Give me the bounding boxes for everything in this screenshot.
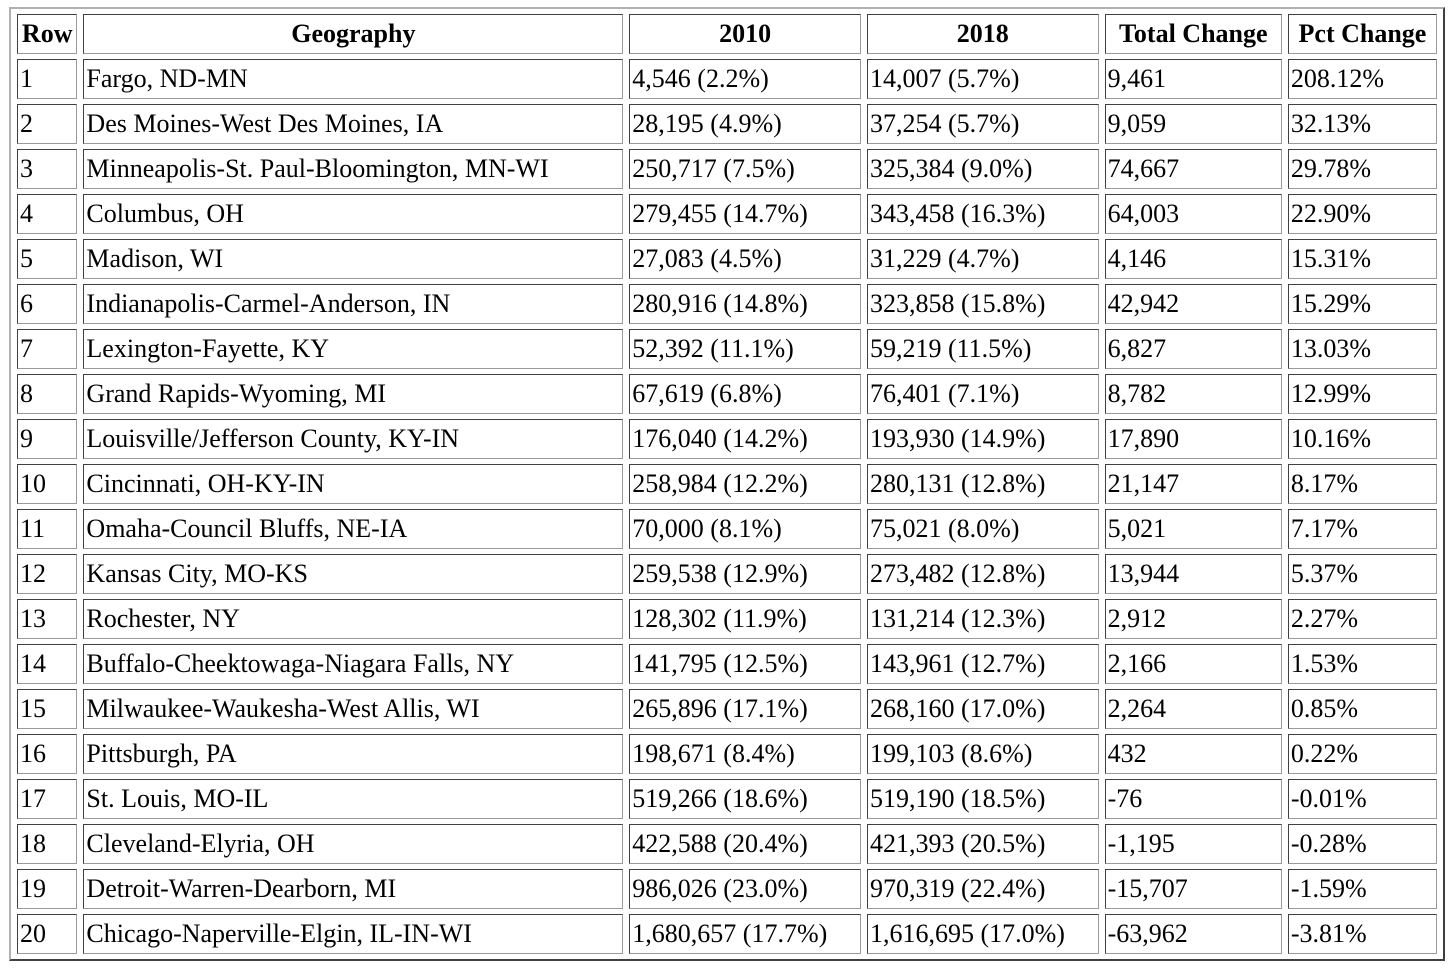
cell-2010: 28,195 (4.9%) [629, 104, 861, 144]
cell-2010: 67,619 (6.8%) [629, 374, 861, 414]
cell-pct-change: 15.31% [1288, 239, 1437, 279]
cell-row-number: 9 [17, 419, 77, 459]
cell-row-number: 11 [17, 509, 77, 549]
cell-geography: Fargo, ND-MN [83, 59, 623, 99]
table-row [17, 59, 1437, 99]
cell-2018: 268,160 (17.0%) [867, 689, 1099, 729]
cell-2018: 75,021 (8.0%) [867, 509, 1099, 549]
cell-pct-change: 32.13% [1288, 104, 1437, 144]
header-total-change: Total Change [1105, 14, 1282, 54]
cell-2010: 128,302 (11.9%) [629, 599, 861, 639]
cell-total-change: 42,942 [1105, 284, 1282, 324]
table-row [17, 734, 1437, 774]
cell-2018: 273,482 (12.8%) [867, 554, 1099, 594]
cell-2010: 280,916 (14.8%) [629, 284, 861, 324]
table-row [17, 419, 1437, 459]
cell-2018: 343,458 (16.3%) [867, 194, 1099, 234]
cell-2010: 265,896 (17.1%) [629, 689, 861, 729]
cell-pct-change: 10.16% [1288, 419, 1437, 459]
cell-2018: 970,319 (22.4%) [867, 869, 1099, 909]
cell-geography: Pittsburgh, PA [83, 734, 623, 774]
table-row [17, 689, 1437, 729]
cell-row-number: 17 [17, 779, 77, 819]
cell-pct-change: 0.85% [1288, 689, 1437, 729]
cell-row-number: 7 [17, 329, 77, 369]
cell-row-number: 1 [17, 59, 77, 99]
cell-pct-change: 0.22% [1288, 734, 1437, 774]
cell-pct-change: 2.27% [1288, 599, 1437, 639]
cell-2018: 421,393 (20.5%) [867, 824, 1099, 864]
header-row-number: Row [17, 14, 77, 54]
cell-row-number: 13 [17, 599, 77, 639]
cell-row-number: 4 [17, 194, 77, 234]
cell-total-change: 2,912 [1105, 599, 1282, 639]
cell-total-change: 74,667 [1105, 149, 1282, 189]
cell-pct-change: 8.17% [1288, 464, 1437, 504]
cell-pct-change: -1.59% [1288, 869, 1437, 909]
cell-2010: 279,455 (14.7%) [629, 194, 861, 234]
cell-total-change: 432 [1105, 734, 1282, 774]
cell-2018: 76,401 (7.1%) [867, 374, 1099, 414]
cell-total-change: -63,962 [1105, 914, 1282, 954]
cell-2010: 986,026 (23.0%) [629, 869, 861, 909]
cell-total-change: 9,461 [1105, 59, 1282, 99]
cell-total-change: 13,944 [1105, 554, 1282, 594]
cell-total-change: 21,147 [1105, 464, 1282, 504]
table-row [17, 239, 1437, 279]
cell-2010: 1,680,657 (17.7%) [629, 914, 861, 954]
cell-geography: Lexington-Fayette, KY [83, 329, 623, 369]
cell-pct-change: 15.29% [1288, 284, 1437, 324]
cell-total-change: 17,890 [1105, 419, 1282, 459]
cell-2010: 258,984 (12.2%) [629, 464, 861, 504]
cell-2018: 199,103 (8.6%) [867, 734, 1099, 774]
cell-geography: Columbus, OH [83, 194, 623, 234]
cell-2018: 37,254 (5.7%) [867, 104, 1099, 144]
cell-geography: Louisville/Jefferson County, KY-IN [83, 419, 623, 459]
table-row [17, 869, 1437, 909]
header-2010: 2010 [629, 14, 861, 54]
cell-total-change: 8,782 [1105, 374, 1282, 414]
cell-geography: Cleveland-Elyria, OH [83, 824, 623, 864]
cell-2018: 323,858 (15.8%) [867, 284, 1099, 324]
cell-row-number: 2 [17, 104, 77, 144]
cell-geography: Des Moines-West Des Moines, IA [83, 104, 623, 144]
cell-row-number: 15 [17, 689, 77, 729]
table-row [17, 464, 1437, 504]
table-row [17, 554, 1437, 594]
cell-2010: 52,392 (11.1%) [629, 329, 861, 369]
table-body [17, 59, 1437, 954]
cell-2010: 422,588 (20.4%) [629, 824, 861, 864]
table-row [17, 599, 1437, 639]
cell-2018: 1,616,695 (17.0%) [867, 914, 1099, 954]
cell-row-number: 3 [17, 149, 77, 189]
cell-2018: 325,384 (9.0%) [867, 149, 1099, 189]
table-row [17, 374, 1437, 414]
cell-row-number: 19 [17, 869, 77, 909]
cell-total-change: -76 [1105, 779, 1282, 819]
cell-total-change: 4,146 [1105, 239, 1282, 279]
cell-geography: Rochester, NY [83, 599, 623, 639]
cell-pct-change: 22.90% [1288, 194, 1437, 234]
cell-total-change: -15,707 [1105, 869, 1282, 909]
cell-total-change: 64,003 [1105, 194, 1282, 234]
cell-total-change: 2,264 [1105, 689, 1282, 729]
cell-2010: 27,083 (4.5%) [629, 239, 861, 279]
cell-geography: Buffalo-Cheektowaga-Niagara Falls, NY [83, 644, 623, 684]
cell-row-number: 8 [17, 374, 77, 414]
cell-geography: Madison, WI [83, 239, 623, 279]
cell-geography: Detroit-Warren-Dearborn, MI [83, 869, 623, 909]
cell-pct-change: 7.17% [1288, 509, 1437, 549]
cell-2010: 250,717 (7.5%) [629, 149, 861, 189]
cell-2018: 59,219 (11.5%) [867, 329, 1099, 369]
cell-geography: Chicago-Naperville-Elgin, IL-IN-WI [83, 914, 623, 954]
header-row [17, 14, 1437, 54]
cell-pct-change: 29.78% [1288, 149, 1437, 189]
cell-pct-change: 208.12% [1288, 59, 1437, 99]
table-row [17, 149, 1437, 189]
table-row [17, 104, 1437, 144]
cell-2010: 141,795 (12.5%) [629, 644, 861, 684]
table-row [17, 284, 1437, 324]
cell-2010: 176,040 (14.2%) [629, 419, 861, 459]
cell-total-change: 9,059 [1105, 104, 1282, 144]
cell-row-number: 14 [17, 644, 77, 684]
cell-2010: 70,000 (8.1%) [629, 509, 861, 549]
cell-pct-change: -0.01% [1288, 779, 1437, 819]
cell-2010: 259,538 (12.9%) [629, 554, 861, 594]
cell-pct-change: 12.99% [1288, 374, 1437, 414]
cell-geography: Kansas City, MO-KS [83, 554, 623, 594]
cell-row-number: 6 [17, 284, 77, 324]
table-row [17, 194, 1437, 234]
cell-geography: Omaha-Council Bluffs, NE-IA [83, 509, 623, 549]
data-table [9, 7, 1445, 961]
header-2018: 2018 [867, 14, 1099, 54]
header-geography: Geography [83, 14, 623, 54]
cell-row-number: 18 [17, 824, 77, 864]
cell-total-change: 5,021 [1105, 509, 1282, 549]
cell-pct-change: 13.03% [1288, 329, 1437, 369]
header-pct-change: Pct Change [1288, 14, 1437, 54]
table-row [17, 509, 1437, 549]
cell-2010: 4,546 (2.2%) [629, 59, 861, 99]
cell-2018: 131,214 (12.3%) [867, 599, 1099, 639]
cell-2018: 143,961 (12.7%) [867, 644, 1099, 684]
cell-2018: 31,229 (4.7%) [867, 239, 1099, 279]
table-row [17, 779, 1437, 819]
cell-geography: Indianapolis-Carmel-Anderson, IN [83, 284, 623, 324]
table-row [17, 329, 1437, 369]
cell-row-number: 20 [17, 914, 77, 954]
cell-pct-change: 5.37% [1288, 554, 1437, 594]
cell-geography: Grand Rapids-Wyoming, MI [83, 374, 623, 414]
cell-total-change: -1,195 [1105, 824, 1282, 864]
cell-2018: 519,190 (18.5%) [867, 779, 1099, 819]
table-row [17, 914, 1437, 954]
cell-geography: Cincinnati, OH-KY-IN [83, 464, 623, 504]
table-row [17, 824, 1437, 864]
cell-pct-change: -0.28% [1288, 824, 1437, 864]
cell-geography: St. Louis, MO-IL [83, 779, 623, 819]
cell-row-number: 16 [17, 734, 77, 774]
cell-2018: 280,131 (12.8%) [867, 464, 1099, 504]
table-row [17, 644, 1437, 684]
cell-2018: 193,930 (14.9%) [867, 419, 1099, 459]
cell-pct-change: 1.53% [1288, 644, 1437, 684]
cell-row-number: 12 [17, 554, 77, 594]
cell-2010: 198,671 (8.4%) [629, 734, 861, 774]
cell-geography: Minneapolis-St. Paul-Bloomington, MN-WI [83, 149, 623, 189]
cell-pct-change: -3.81% [1288, 914, 1437, 954]
cell-total-change: 2,166 [1105, 644, 1282, 684]
cell-2018: 14,007 (5.7%) [867, 59, 1099, 99]
cell-total-change: 6,827 [1105, 329, 1282, 369]
cell-row-number: 5 [17, 239, 77, 279]
cell-2010: 519,266 (18.6%) [629, 779, 861, 819]
cell-row-number: 10 [17, 464, 77, 504]
cell-geography: Milwaukee-Waukesha-West Allis, WI [83, 689, 623, 729]
